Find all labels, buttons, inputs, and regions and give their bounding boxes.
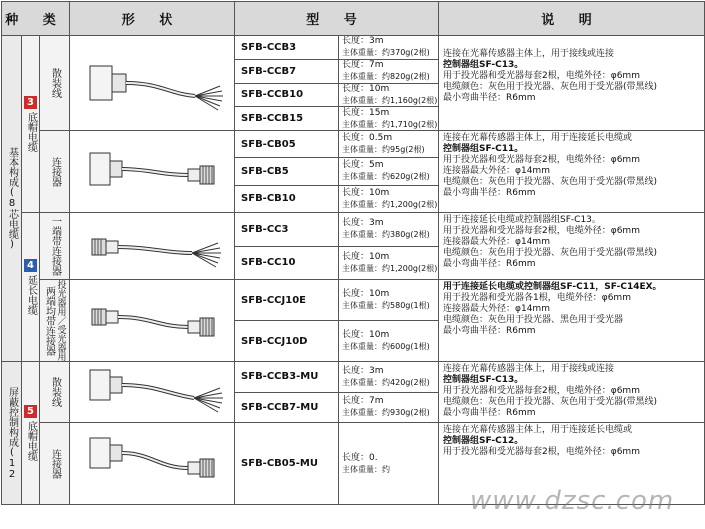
model-name: SFB-CB05 [235, 131, 339, 158]
model-name: SFB-CCJ10E [235, 280, 339, 321]
cable-length: 长度：3m [342, 365, 384, 376]
cable-weight: 主体重量：约600g(1根) [342, 342, 430, 351]
table-row [2, 362, 705, 393]
cable-image-bulk-mu [70, 362, 235, 423]
cable-length: 长度：10m [342, 330, 390, 340]
subtype-label: 投光器用／受光器用 [55, 280, 66, 361]
section-badge: 4 [24, 259, 37, 272]
description-line: 用于连接延长电缆或控制器组SF-C11，SF-C14EX。 [443, 282, 662, 292]
section-3 [22, 36, 40, 213]
spec-cell [339, 362, 439, 393]
subtype-bulk-wire: 散装线 [40, 36, 70, 131]
cable-length: 长度：10m [342, 187, 390, 198]
cable-length: 长度：10m [342, 289, 390, 299]
subtype-connector: 连接器 [40, 131, 70, 213]
subtype-one-end-connector: 一端带连接器 [40, 213, 70, 280]
description-line: 最小弯曲半径：R6mm [443, 93, 536, 103]
cable-connector-mu-icon [70, 424, 235, 504]
section-label: 底帽电缆 [25, 112, 37, 152]
cable-length: 长度：7m [342, 396, 384, 407]
cable-weight: 主体重量：约620g(2根) [342, 172, 430, 182]
cable-one-end-icon [70, 213, 235, 279]
description-line: 用于投光器和受光器每套2根，电缆外径：φ6mm [443, 226, 640, 236]
cable-length: 长度：10m [342, 251, 390, 262]
section-label: 底帽电缆 [25, 421, 37, 461]
spec-cell [339, 213, 439, 247]
cable-weight: 主体重量：约1,200g(2根) [342, 199, 438, 209]
cable-weight: 主体重量：约370g(2根) [342, 48, 430, 58]
subtype-both-end-connector [40, 280, 70, 362]
description-line: 用于投光器和受光器每套2根，电缆外径：φ6mm [443, 155, 640, 165]
model-name: SFB-CC10 [235, 246, 339, 280]
description-line: 连接在光幕传感器主体上，用于连接延长电缆或 [443, 133, 633, 143]
cable-weight: 主体重量：约95g(2根) [342, 145, 425, 155]
description-line: 最小弯曲半径：R6mm [443, 188, 536, 198]
cable-image-connector [70, 131, 235, 213]
cable-weight: 主体重量：约380g(2根) [342, 230, 430, 240]
description-line: 电缆颜色：灰色用于投光器、黑色用于受光器 [443, 315, 624, 325]
table-row [2, 36, 705, 60]
description-line: 控制器组SF-C13。 [443, 60, 524, 70]
model-name: SFB-CCB3 [235, 36, 339, 60]
header-category: 种 类 [2, 2, 70, 36]
model-name: SFB-CB5 [235, 158, 339, 185]
subtype-bulk-wire: 散装线 [40, 362, 70, 423]
table-row [2, 280, 705, 321]
model-name: SFB-CCB10 [235, 83, 339, 107]
spec-cell [339, 246, 439, 280]
cable-length: 长度：0.5m [342, 133, 393, 144]
watermark: www.dzsc.com [470, 486, 675, 516]
cable-length: 长度：3m [342, 36, 384, 47]
group-label-basic: 基本构成(8芯电缆) [2, 36, 22, 362]
spec-cell [339, 423, 439, 505]
header-description: 说 明 [439, 2, 705, 36]
cable-length: 长度：7m [342, 60, 384, 71]
description-line: 控制器组SF-C11。 [443, 144, 524, 154]
cable-image-bulk [70, 36, 235, 131]
spec-cell [339, 321, 439, 362]
header-shape: 形 状 [70, 2, 235, 36]
cable-weight: 主体重量：约420g(2根) [342, 377, 430, 387]
table-row [2, 213, 705, 247]
spec-cell [339, 280, 439, 321]
description-line: 用于投光器和受光器每套2根，电缆外径：φ6mm [443, 386, 640, 396]
description-cell [439, 213, 705, 280]
cable-length: 长度：10m [342, 83, 390, 94]
cable-image-one-end [70, 213, 235, 280]
description-cell [439, 362, 705, 423]
cable-weight: 主体重量：约1,200g(2根) [342, 263, 438, 273]
spec-cell [339, 185, 439, 212]
cable-weight: 主体重量：约580g(1根) [342, 301, 430, 310]
model-name: SFB-CCB7 [235, 59, 339, 83]
model-name: SFB-CCB15 [235, 107, 339, 131]
description-line: 控制器组SF-C13。 [443, 375, 524, 385]
description-line: 连接器最大外径：φ14mm [443, 237, 550, 247]
cable-bulk-icon [70, 36, 235, 130]
spec-cell [339, 392, 439, 423]
description-line: 连接在光幕传感器主体上，用于接线或连接 [443, 49, 615, 59]
description-line: 连接在光幕传感器主体上，用于接线或连接 [443, 364, 615, 374]
description-line: 最小弯曲半径：R6mm [443, 408, 536, 418]
cable-length: 长度：5m [342, 160, 384, 171]
cable-weight: 主体重量：约930g(2根) [342, 408, 430, 418]
description-line: 用于投光器和受光器每套2根，电缆外径：φ6mm [443, 447, 640, 457]
description-cell [439, 280, 705, 362]
spec-cell [339, 158, 439, 185]
spec-cell [339, 131, 439, 158]
description-line: 电缆颜色：灰色用于投光器、灰色用于受光器(带黑线) [443, 177, 658, 187]
section-4 [22, 213, 40, 362]
description-cell [439, 131, 705, 213]
model-name: SFB-CCB7-MU [235, 392, 339, 423]
table-row [2, 131, 705, 158]
description-line: 电缆颜色：灰色用于投光器、灰色用于受光器(带黑线) [443, 397, 658, 407]
section-5 [22, 362, 40, 505]
spec-cell [339, 107, 439, 131]
description-line: 电缆颜色：灰色用于投光器、灰色用于受光器(带黑线) [443, 82, 658, 92]
section-badge: 5 [24, 405, 37, 418]
description-line: 用于投光器和受光器每套2根，电缆外径：φ6mm [443, 71, 640, 81]
description-line: 最小弯曲半径：R6mm [443, 259, 536, 269]
cable-bulk-mu-icon [70, 362, 235, 422]
cable-connector-icon [70, 131, 235, 212]
subtype-connector: 连接器 [40, 423, 70, 505]
group-label-shielded: 屏蔽控制构成(12 [2, 362, 22, 505]
description-line: 电缆颜色：灰色用于投光器、灰色用于受光器(带黑线) [443, 248, 658, 258]
spec-cell [339, 36, 439, 60]
subtype-label: 两端均带连接器 [43, 285, 55, 356]
cable-length: 长度：3m [342, 218, 384, 229]
cable-length: 长度：15m [342, 107, 390, 118]
description-line: 用于连接延长电缆或控制器组SF-C13。 [443, 215, 601, 225]
description-line: 用于投光器和受光器各1根，电缆外径：φ6mm [443, 293, 631, 303]
cable-weight: 主体重量：约820g(2根) [342, 72, 430, 82]
model-name: SFB-CB10 [235, 185, 339, 212]
cable-image-both-end [70, 280, 235, 362]
description-line: 连接在光幕传感器主体上，用于连接延长电缆或 [443, 425, 633, 435]
model-name: SFB-CB05-MU [235, 423, 339, 505]
cable-spec-table [1, 1, 705, 505]
model-name: SFB-CCB3-MU [235, 362, 339, 393]
description-line: 最小弯曲半径：R6mm [443, 326, 536, 336]
section-label: 延长电缆 [25, 275, 37, 315]
cable-image-connector-mu [70, 423, 235, 505]
cable-weight: 主体重量：约1,160g(2根) [342, 95, 438, 105]
model-name: SFB-CCJ10D [235, 321, 339, 362]
spec-cell [339, 59, 439, 83]
cable-weight: 主体重量：约1,710g(2根) [342, 119, 438, 129]
header-model: 型 号 [235, 2, 439, 36]
cable-weight: 主体重量：约 [342, 464, 391, 474]
section-badge: 3 [24, 96, 37, 109]
description-cell [439, 36, 705, 131]
model-name: SFB-CC3 [235, 213, 339, 247]
description-line: 连接器最大外径：φ14mm [443, 304, 550, 314]
spec-cell [339, 83, 439, 107]
cable-length: 长度：0. [342, 452, 378, 463]
cable-both-end-icon [70, 283, 235, 359]
header-row [2, 2, 705, 36]
description-line: 控制器组SF-C12。 [443, 436, 524, 446]
description-line: 连接器最大外径：φ14mm [443, 166, 550, 176]
